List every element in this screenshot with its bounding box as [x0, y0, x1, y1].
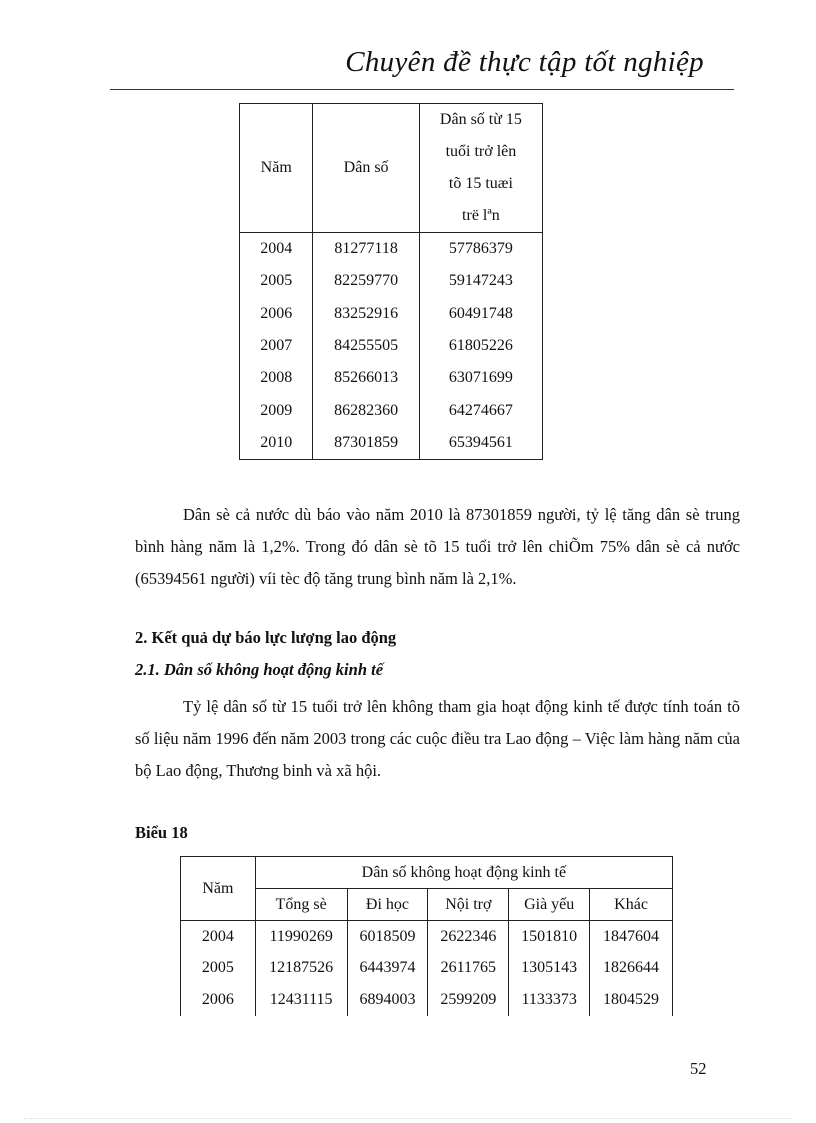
section-heading: 2. Kết quả dự báo lực lượng lao động	[135, 628, 397, 647]
cell-population-15plus: 63071699	[419, 362, 542, 394]
table-row	[181, 953, 673, 985]
header-line: Dân số từ 15	[439, 111, 522, 128]
cell-elderly: 1305143	[509, 953, 590, 985]
cell-population-15plus: 57786379	[419, 233, 542, 266]
table-row	[181, 984, 673, 1016]
header-divider	[110, 89, 734, 90]
page-number: 52	[690, 1059, 707, 1078]
cell-total: 11990269	[255, 921, 347, 953]
header-line: tuổi trở lên	[445, 143, 517, 160]
cell-population-15plus: 64274667	[419, 394, 542, 426]
paragraph-text: Dân sè cả nước dù báo vào năm 2010 là 87301859 người, tỷ lệ tăng dân sè trung bình hàng năm là 1,2%. Trong đó dân sè tõ 15 tuổi trở lên chiÕm 75% dân sè cả nước (65394561 người) víi tèc độ tăng trung bình năm là 2,1%.	[135, 505, 740, 588]
cell-population: 86282360	[313, 394, 419, 426]
table-row	[240, 427, 543, 460]
header-year: Năm	[240, 104, 313, 233]
header-population-15plus	[419, 104, 542, 233]
table-row	[240, 394, 543, 426]
cell-population: 83252916	[313, 298, 419, 330]
cell-year: 2004	[181, 921, 256, 953]
paragraph-population-forecast	[135, 499, 740, 595]
cell-population: 82259770	[313, 265, 419, 297]
header-population: Dân số	[313, 104, 419, 233]
cell-population-15plus: 65394561	[419, 427, 542, 460]
header-housework: Nội trợ	[428, 889, 509, 921]
table-row	[181, 921, 673, 953]
population-table-header-row	[240, 104, 543, 233]
table-row	[240, 362, 543, 394]
cell-year: 2009	[240, 394, 313, 426]
cell-population-15plus: 60491748	[419, 298, 542, 330]
header-line: trë lªn	[462, 207, 500, 224]
cell-studying: 6018509	[347, 921, 428, 953]
cell-year: 2004	[240, 233, 313, 266]
population-table	[239, 103, 543, 460]
cell-total: 12187526	[255, 953, 347, 985]
table-row	[240, 233, 543, 266]
cell-elderly: 1133373	[509, 984, 590, 1016]
paragraph-text: Tỷ lệ dân số từ 15 tuổi trở lên không tham gia hoạt động kinh tế được tính toán tõ số liệu năm 1996 đến năm 2003 trong các cuộc điều tra Lao động – Việc làm hàng năm của bộ Lao động, Thương binh và xã hội.	[135, 697, 740, 780]
header-other: Khác	[590, 889, 673, 921]
header-line: tõ 15 tuæi	[448, 175, 513, 192]
cell-population: 85266013	[313, 362, 419, 394]
header-year: Năm	[181, 857, 256, 921]
cell-year: 2008	[240, 362, 313, 394]
table-subheader-row	[181, 889, 673, 921]
cell-population: 84255505	[313, 330, 419, 362]
cell-other: 1847604	[590, 921, 673, 953]
cell-housework: 2611765	[428, 953, 509, 985]
inactive-population-table	[180, 856, 673, 1016]
cell-elderly: 1501810	[509, 921, 590, 953]
cell-studying: 6894003	[347, 984, 428, 1016]
table-header-row	[181, 857, 673, 889]
cell-other: 1826644	[590, 953, 673, 985]
cell-year: 2005	[240, 265, 313, 297]
cell-housework: 2622346	[428, 921, 509, 953]
cell-population-15plus: 59147243	[419, 265, 542, 297]
header-total: Tổng sè	[255, 889, 347, 921]
cell-population-15plus: 61805226	[419, 330, 542, 362]
cell-population: 87301859	[313, 427, 419, 460]
cell-year: 2005	[181, 953, 256, 985]
cell-year: 2010	[240, 427, 313, 460]
cell-year: 2006	[181, 984, 256, 1016]
table-caption: Biểu 18	[135, 823, 188, 842]
table-row	[240, 330, 543, 362]
cell-population: 81277118	[313, 233, 419, 266]
page-header-title: Chuyên đề thực tập tốt nghiệp	[345, 46, 704, 78]
cell-year: 2007	[240, 330, 313, 362]
cell-year: 2006	[240, 298, 313, 330]
paragraph-inactive-population	[135, 691, 740, 787]
header-group: Dân số không hoạt động kinh tế	[255, 857, 672, 889]
cell-total: 12431115	[255, 984, 347, 1016]
cell-housework: 2599209	[428, 984, 509, 1016]
table-row	[240, 265, 543, 297]
cell-other: 1804529	[590, 984, 673, 1016]
table-row	[240, 298, 543, 330]
subsection-heading: 2.1. Dân số không hoạt động kinh tế	[135, 660, 384, 679]
header-elderly: Già yếu	[509, 889, 590, 921]
page-bottom-border	[24, 1118, 792, 1119]
cell-studying: 6443974	[347, 953, 428, 985]
header-studying: Đi học	[347, 889, 428, 921]
